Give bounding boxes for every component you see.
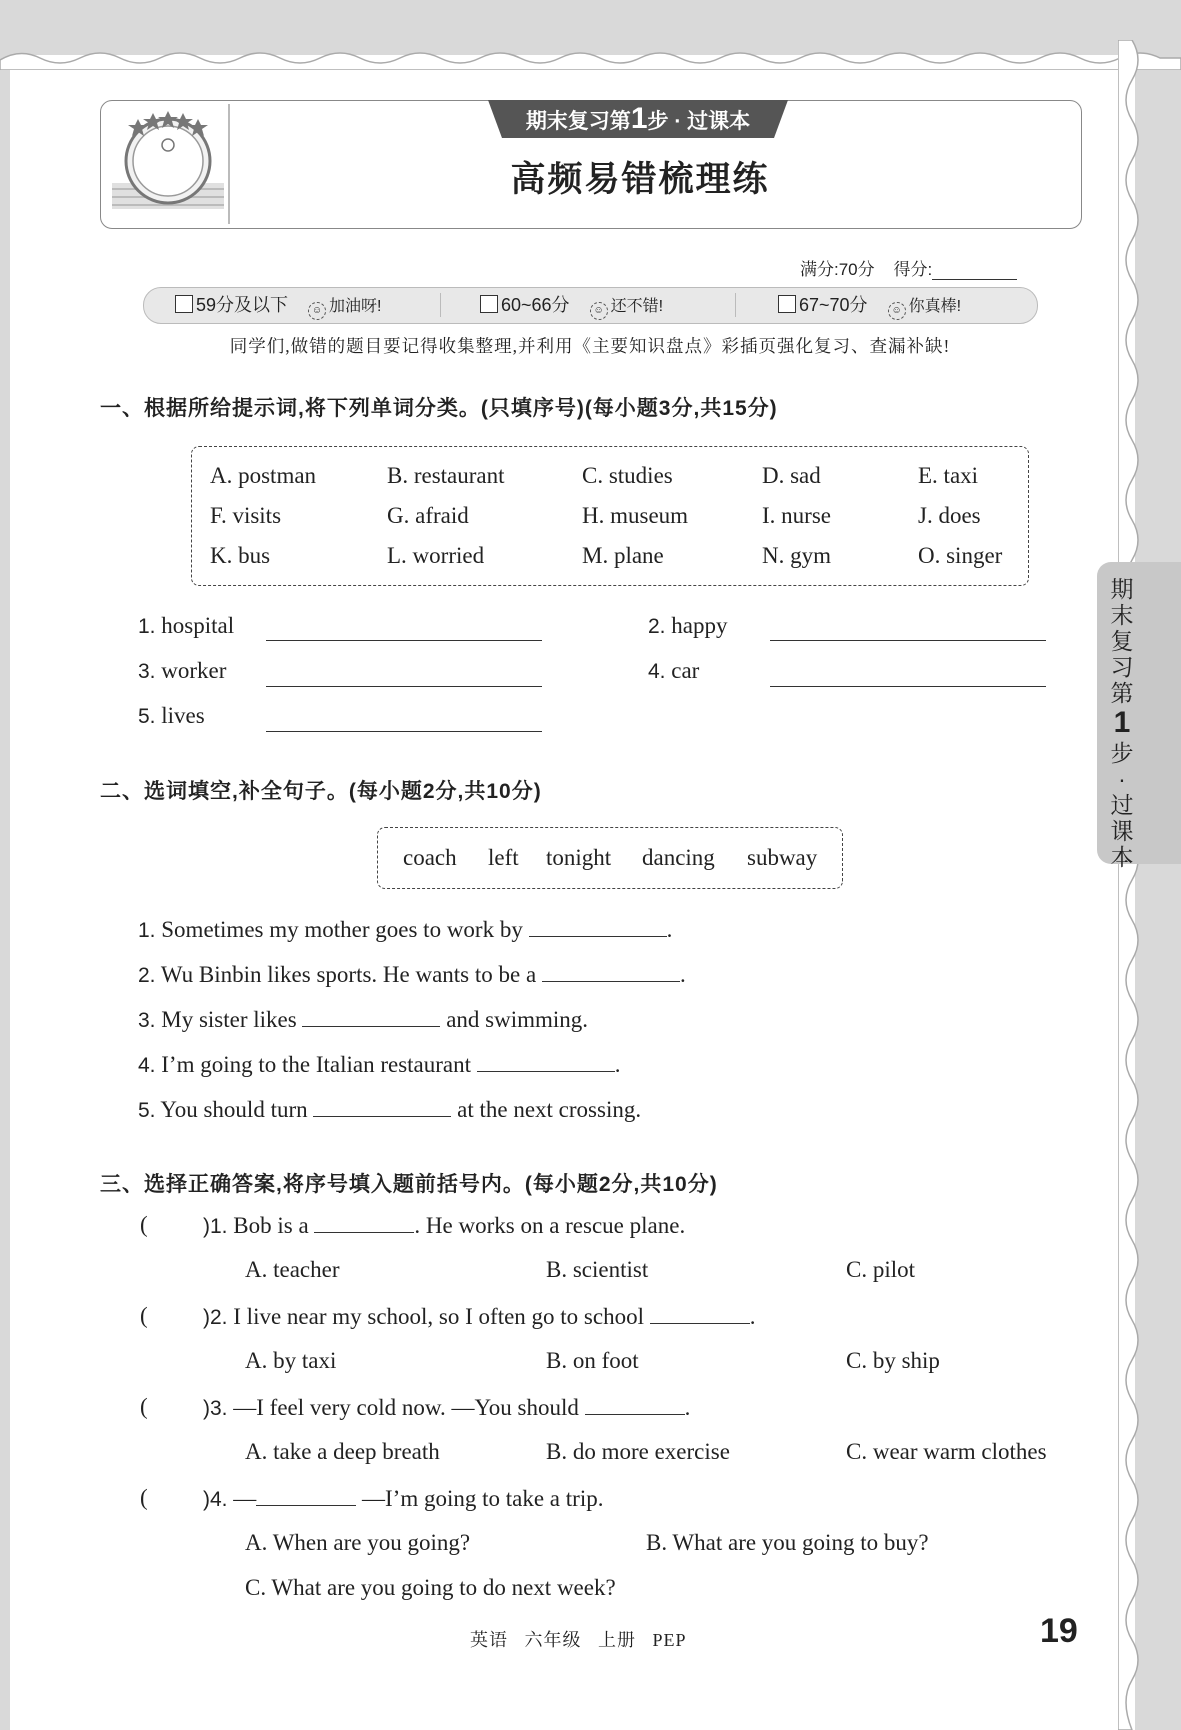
sentence-text: .: [666, 917, 673, 942]
section-2-title: 二、选词填空,补全句子。(每小题2分,共10分): [100, 780, 542, 803]
score-blank[interactable]: [932, 261, 1017, 280]
banner-step-number: 1: [630, 102, 648, 135]
instruction-note: 同学们,做错的题目要记得收集整理,并利用《主要知识盘点》彩插页强化复习、查漏补缺!: [229, 336, 951, 356]
fill-blank[interactable]: [529, 916, 667, 937]
word-bank-item: M. plane: [582, 543, 664, 568]
sentence-text: My sister likes: [161, 1007, 297, 1032]
fill-sentence-5: [138, 1096, 641, 1123]
level-2: [480, 293, 663, 317]
word-bank-item: I. nurse: [762, 503, 831, 528]
word-choice: left: [488, 845, 519, 870]
level-separator: [735, 293, 736, 317]
question-number: )2.: [203, 1306, 228, 1329]
prompt-word: car: [671, 658, 700, 683]
wavy-right-edge: [1118, 40, 1158, 1730]
word-bank-item: D. sad: [762, 463, 821, 488]
publisher-logo-icon: [108, 105, 228, 223]
face-icon: ☺: [590, 302, 608, 320]
sentence-text: You should turn: [160, 1097, 308, 1122]
mc-question-4: [203, 1485, 603, 1512]
level-separator: [440, 293, 441, 317]
mc-question-1: [203, 1212, 685, 1239]
option-b[interactable]: B. on foot: [546, 1348, 639, 1373]
answer-paren[interactable]: (: [140, 1303, 148, 1328]
word-bank-item: E. taxi: [918, 463, 979, 488]
option-c[interactable]: C. wear warm clothes: [846, 1439, 1047, 1464]
side-tab-label: [1107, 576, 1137, 870]
sentence-text: Sometimes my mother goes to work by: [161, 917, 523, 942]
fill-blank[interactable]: [542, 961, 680, 982]
question-text: Bob is a: [233, 1213, 309, 1238]
side-char: 本: [1110, 844, 1134, 870]
answer-paren[interactable]: (: [140, 1394, 148, 1419]
sentence-text: Wu Binbin likes sports. He wants to be a: [160, 962, 537, 987]
level-1-checkbox[interactable]: [175, 295, 193, 313]
sentence-number: 3.: [138, 1009, 156, 1032]
side-char: 步: [1110, 740, 1134, 766]
prompt-2: [648, 613, 727, 639]
side-char: 末: [1110, 602, 1134, 628]
option-b[interactable]: B. do more exercise: [546, 1439, 730, 1464]
word-bank-item: G. afraid: [387, 503, 469, 528]
option-a[interactable]: A. teacher: [245, 1257, 340, 1282]
word-bank-item: H. museum: [582, 503, 689, 528]
question-blank: [650, 1303, 750, 1324]
option-b[interactable]: B. scientist: [546, 1257, 649, 1282]
question-text: .: [684, 1395, 691, 1420]
question-blank: [314, 1212, 414, 1233]
page-title: 高频易错梳理练: [510, 160, 770, 199]
prompt-word: lives: [161, 703, 205, 728]
level-2-range: 60~66分: [501, 295, 570, 315]
fill-sentence-4: [138, 1051, 621, 1078]
question-blank: [256, 1485, 356, 1506]
option-c[interactable]: C. by ship: [846, 1348, 940, 1373]
prompt-number: 3.: [138, 660, 156, 683]
level-1-range: 59分及以下: [196, 295, 289, 315]
question-text: —: [233, 1486, 257, 1511]
answer-line-2[interactable]: [770, 640, 1046, 641]
fill-sentence-1: [138, 916, 672, 943]
prompt-5: [138, 703, 205, 729]
word-bank-item: F. visits: [210, 503, 282, 528]
sentence-number: 4.: [138, 1054, 156, 1077]
word-choice: tonight: [546, 845, 612, 870]
side-step-number: 1: [1113, 706, 1131, 739]
side-char: 第: [1110, 680, 1134, 706]
option-c[interactable]: C. pilot: [846, 1257, 916, 1282]
level-3-checkbox[interactable]: [778, 295, 796, 313]
fill-sentence-2: [138, 961, 686, 988]
fill-blank[interactable]: [477, 1051, 615, 1072]
word-choice: dancing: [642, 845, 715, 870]
answer-paren[interactable]: (: [140, 1212, 148, 1237]
level-1-comment: 加油呀!: [329, 298, 382, 315]
wavy-top-edge: [0, 40, 1181, 70]
question-text: I live near my school, so I often go to school: [233, 1304, 644, 1329]
level-3-comment: 你真棒!: [908, 298, 962, 315]
question-blank: [585, 1394, 685, 1415]
score-label: 得分:: [893, 260, 933, 279]
option-b[interactable]: B. What are you going to buy?: [646, 1530, 929, 1555]
sentence-text: .: [614, 1052, 621, 1077]
prompt-4: [648, 658, 699, 684]
answer-line-3[interactable]: [266, 686, 542, 687]
page-number: 19: [1040, 1612, 1078, 1650]
prompt-number: 5.: [138, 705, 156, 728]
step-banner: [488, 100, 788, 138]
footer-text: 英语 六年级 上册 PEP: [470, 1630, 687, 1650]
side-char: 习: [1110, 654, 1134, 680]
word-bank-item: J. does: [918, 503, 981, 528]
answer-line-1[interactable]: [266, 640, 542, 641]
prompt-word: worker: [161, 658, 227, 683]
face-icon: ☺: [888, 302, 906, 320]
question-text: . He works on a rescue plane.: [414, 1213, 686, 1238]
section-1-title: 一、根据所给提示词,将下列单词分类。(只填序号)(每小题3分,共15分): [100, 397, 778, 420]
mc-question-2: [203, 1303, 756, 1330]
level-2-comment: 还不错!: [610, 298, 664, 315]
option-a[interactable]: A. When are you going?: [245, 1530, 471, 1555]
word-bank-item: K. bus: [210, 543, 271, 568]
answer-line-4[interactable]: [770, 686, 1046, 687]
side-char: 过: [1110, 792, 1134, 818]
prompt-1: [138, 613, 234, 639]
prompt-word: hospital: [161, 613, 235, 638]
side-char: 期: [1110, 576, 1134, 602]
fill-blank[interactable]: [302, 1006, 440, 1027]
option-a[interactable]: A. take a deep breath: [245, 1439, 440, 1464]
level-3-range: 67~70分: [799, 295, 868, 315]
option-a[interactable]: A. by taxi: [245, 1348, 337, 1373]
question-number: )1.: [203, 1215, 228, 1238]
level-1: [175, 293, 381, 317]
banner-prefix: 期末复习第: [525, 110, 631, 133]
answer-paren[interactable]: (: [140, 1485, 148, 1510]
question-text: —I feel very cold now. —You should: [233, 1395, 579, 1420]
full-score: 满分:70分: [800, 260, 875, 279]
word-bank-item: C. studies: [582, 463, 673, 488]
prompt-number: 4.: [648, 660, 666, 683]
word-bank-item: N. gym: [762, 543, 831, 568]
sentence-text: .: [679, 962, 686, 987]
question-text: —I’m going to take a trip.: [362, 1486, 604, 1511]
fill-blank[interactable]: [313, 1096, 451, 1117]
word-bank-item: A. postman: [210, 463, 317, 488]
word-choice: coach: [403, 845, 457, 870]
option-c[interactable]: C. What are you going to do next week?: [245, 1575, 616, 1600]
answer-line-5[interactable]: [266, 731, 542, 732]
sentence-number: 2.: [138, 964, 156, 987]
level-2-checkbox[interactable]: [480, 295, 498, 313]
header-divider: [228, 104, 230, 224]
sentence-text: I’m going to the Italian restaurant: [161, 1052, 472, 1077]
word-bank-item: L. worried: [387, 543, 485, 568]
sentence-text: and swimming.: [446, 1007, 589, 1032]
word-bank-item: B. restaurant: [387, 463, 505, 488]
question-number: )4.: [203, 1488, 228, 1511]
side-char: 复: [1110, 628, 1134, 654]
sentence-number: 5.: [138, 1099, 156, 1122]
mc-question-3: [203, 1394, 690, 1421]
question-text: .: [749, 1304, 756, 1329]
face-icon: ☺: [308, 302, 326, 320]
sentence-number: 1.: [138, 919, 156, 942]
question-number: )3.: [203, 1397, 228, 1420]
banner-suffix: 步 · 过课本: [647, 110, 751, 133]
fill-sentence-3: [138, 1006, 588, 1033]
side-char: ·: [1118, 766, 1126, 792]
section-3-title: 三、选择正确答案,将序号填入题前括号内。(每小题2分,共10分): [100, 1173, 718, 1196]
prompt-3: [138, 658, 226, 684]
sentence-text: at the next crossing.: [457, 1097, 642, 1122]
side-char: 课: [1110, 818, 1134, 844]
word-bank-item: O. singer: [918, 543, 1003, 568]
prompt-word: happy: [671, 613, 728, 638]
word-choice: subway: [747, 845, 818, 870]
level-3: [778, 293, 961, 317]
prompt-number: 2.: [648, 615, 666, 638]
prompt-number: 1.: [138, 615, 156, 638]
score-line: [800, 255, 1017, 280]
